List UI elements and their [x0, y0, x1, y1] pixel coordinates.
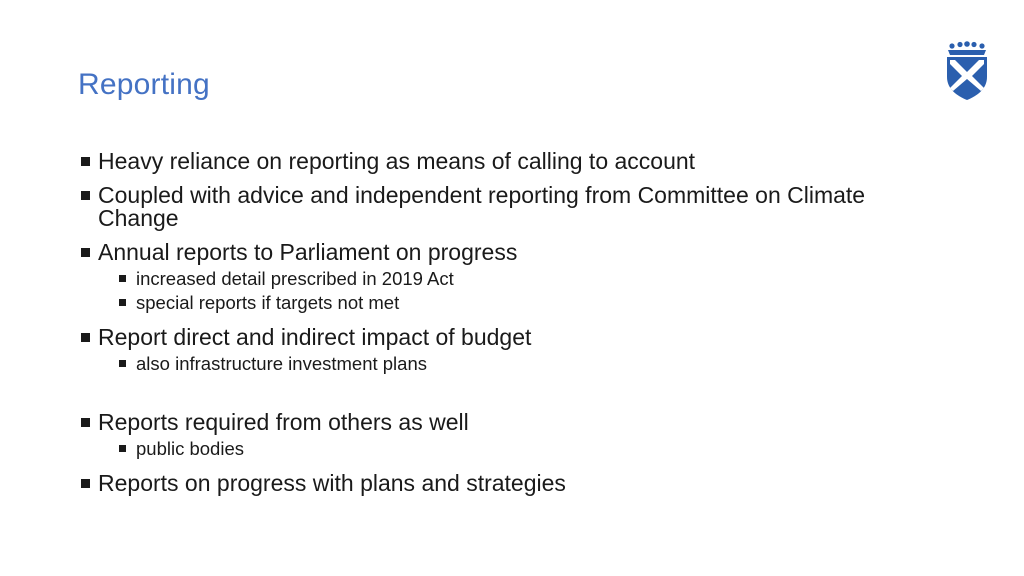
bullet-text: Annual reports to Parliament on progress	[98, 239, 518, 265]
sub-bullet-text: special reports if targets not met	[136, 292, 400, 313]
bullet-text: Heavy reliance on reporting as means of calling to account	[98, 148, 696, 174]
bullet-item	[78, 184, 938, 230]
square-bullet-icon	[81, 333, 90, 342]
slide-title: Reporting	[78, 68, 210, 101]
square-bullet-icon	[119, 275, 126, 282]
bullet-list	[78, 150, 938, 495]
square-bullet-icon	[81, 248, 90, 257]
sub-bullet-text: increased detail prescribed in 2019 Act	[136, 268, 454, 289]
square-bullet-icon	[81, 479, 90, 488]
sub-bullet-item	[78, 352, 938, 376]
sub-bullet-item	[78, 437, 938, 461]
square-bullet-icon	[81, 157, 90, 166]
bullet-item	[78, 150, 938, 173]
square-bullet-icon	[119, 299, 126, 306]
sub-bullet-text: also infrastructure investment plans	[136, 353, 427, 374]
square-bullet-icon	[81, 418, 90, 427]
bullet-text: Report direct and indirect impact of budget	[98, 324, 532, 350]
bullet-item	[78, 411, 938, 434]
university-crest-icon	[944, 41, 990, 101]
bullet-text: Reports on progress with plans and strategies	[98, 470, 566, 496]
bullet-item	[78, 472, 938, 495]
bullet-item	[78, 241, 938, 264]
sub-bullet-text: public bodies	[136, 438, 244, 459]
bullet-item	[78, 326, 938, 349]
square-bullet-icon	[119, 445, 126, 452]
bullet-text: Coupled with advice and independent reporting from Committee on Climate Change	[98, 182, 866, 231]
square-bullet-icon	[119, 360, 126, 367]
sub-bullet-item	[78, 291, 938, 315]
bullet-text: Reports required from others as well	[98, 409, 469, 435]
square-bullet-icon	[81, 191, 90, 200]
sub-bullet-item	[78, 267, 938, 291]
